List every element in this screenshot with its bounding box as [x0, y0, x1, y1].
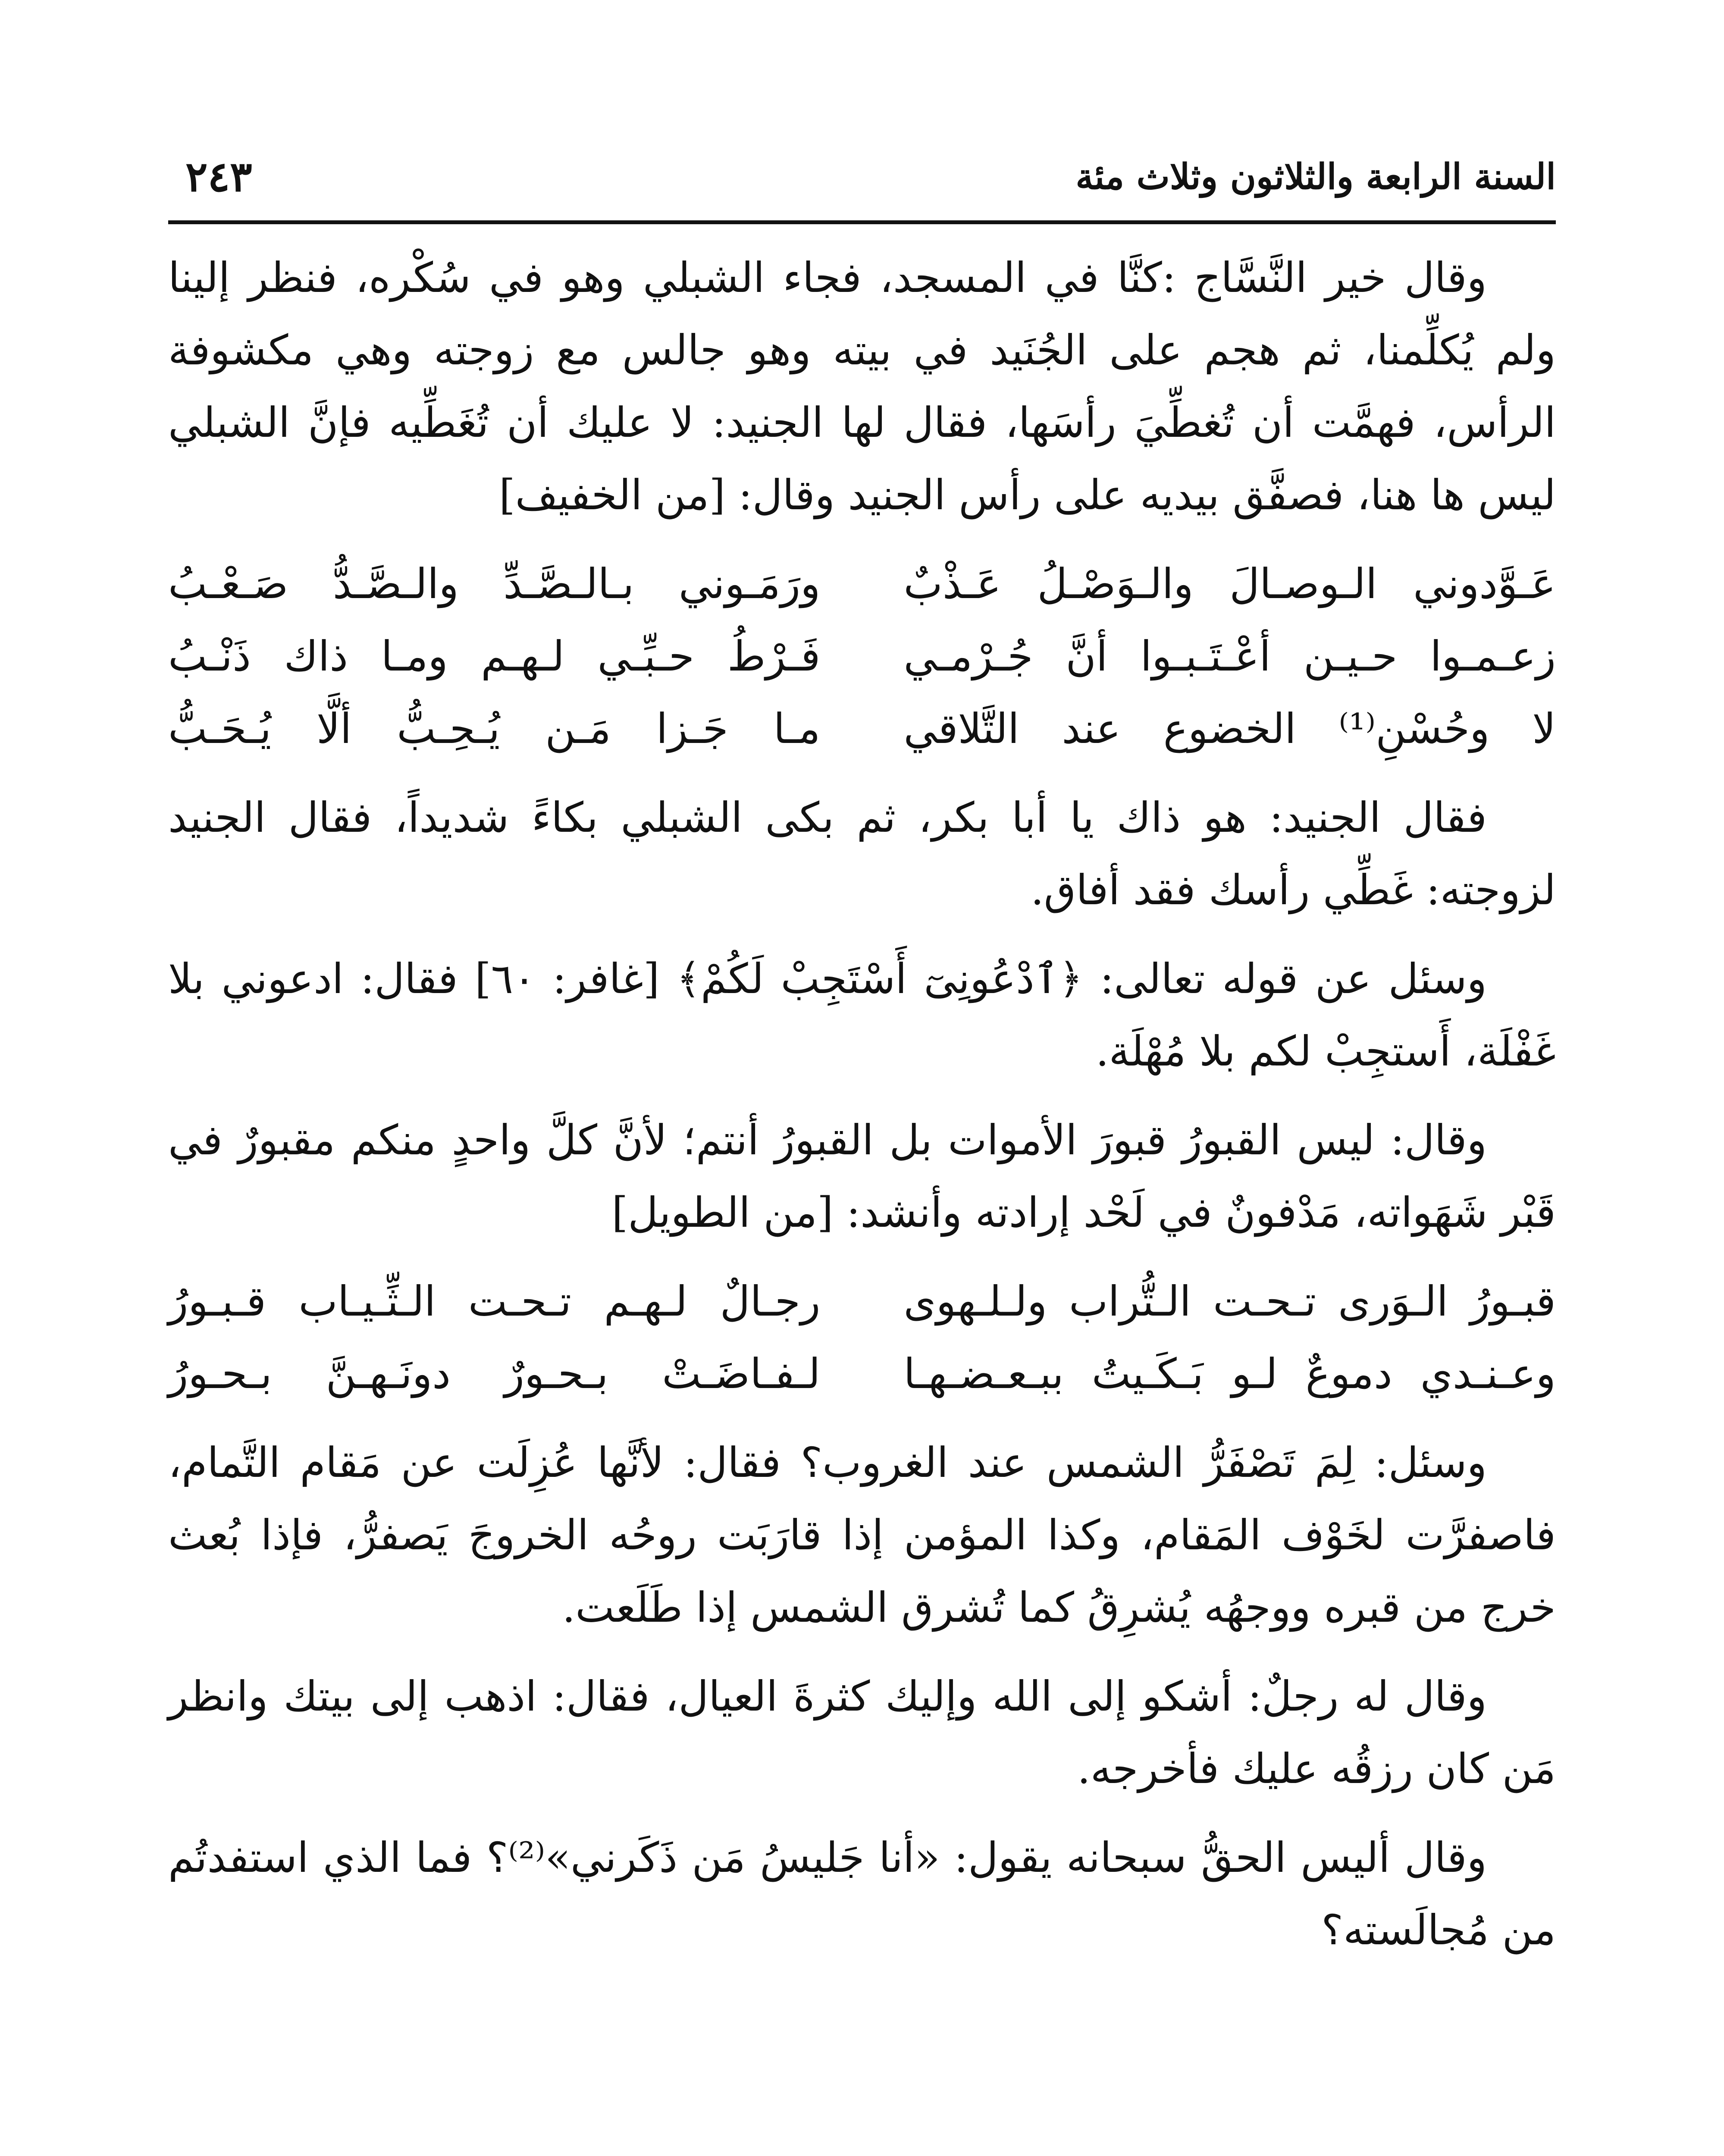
- verse-line: [168, 1338, 1556, 1410]
- verse-second-hemistich: مـا جَـزا مَـن يُـحِـبُّ ألَّا يُـحَـبُّ: [168, 705, 821, 753]
- verse-line: [168, 1265, 1556, 1338]
- page-number: ٢٤٣: [185, 152, 252, 201]
- verse-second-hemistich: فَـرْطُ حـبِّـي لـهـم ومـا ذاك ذَنْـبُ: [168, 632, 821, 680]
- verse-first-hemistich: عَـوَّدوني الـوصـالَ والـوَصْـلُ عَـذْبٌ: [903, 560, 1556, 608]
- verse-line: [168, 620, 1556, 693]
- verse-line: [168, 548, 1556, 620]
- paragraph-family-complaint: وقال له رجلٌ: أشكو إلى الله وإليك كثرةَ العيال، فقال: اذهب إلى بيتك وانظر مَن كان رزقُه عليك فأخرجه.: [168, 1672, 1556, 1793]
- header-rule: [168, 220, 1556, 224]
- paragraph-graves: وقال: ليس القبورُ قبورَ الأموات بل القبورُ أنتم؛ لأنَّ كلَّ واحدٍ منكم مقبورٌ في قَبْر شَهَواته، مَدْفونٌ في لَحْد إرادته وأنشد: [من الطويل]: [168, 1116, 1556, 1237]
- poem-tawil: [168, 1265, 1556, 1410]
- verse-first-hemistich: لا وحُسْنِ⁽¹⁾ الخضوع عند التَّلاقي: [903, 705, 1556, 753]
- running-title: السنة الرابعة والثلاثون وثلاث مئة: [1075, 156, 1556, 197]
- paragraph-khayr-nassaj: وقال خير النَّسَّاج :كنَّا في المسجد، فجاء الشبلي وهو في سُكْره، فنظر إلينا ولم يُكلِّمنا، ثم هجم على الجُنَيد في بيته وهو جالس مع زوجته وهي مكشوفة الرأس، فهمَّت أن تُغطِّيَ رأسَها، فقال لها الجنيد: لا عليك أن تُغَطِّيه فإنَّ الشبلي ليس ها هنا، فصفَّق بيديه على رأس الجنيد وقال: [من الخفيف]: [168, 254, 1556, 519]
- paragraph-sun-sunset: وسئل: لِمَ تَصْفَرُّ الشمس عند الغروب؟ فقال: لأنَّها عُزِلَت عن مَقام التَّمام، فاصفرَّت لخَوْف المَقام، وكذا المؤمن إذا قارَبَت روحُه الخروجَ يَصفرُّ، فإذا بُعث خرج من قبره ووجهُه يُشرِقُ كما تُشرق الشمس إذا طَلَعت.: [168, 1438, 1556, 1632]
- paragraph-companion: وقال أليس الحقُّ سبحانه يقول: «أنا جَليسُ مَن ذَكَرني»⁽²⁾؟ فما الذي استفدتُم من مُجالَسته؟: [168, 1833, 1556, 1954]
- verse-first-hemistich: زعـمـوا حـيـن أعْـتَـبـوا أنَّ جُـرْمـي: [903, 632, 1556, 680]
- verse-second-hemistich: ورَمَـوني بـالـصَّـدِّ والـصَّـدُّ صَـعْـبُ: [168, 560, 821, 608]
- verse-second-hemistich: لـفـاضَـتْ بـحـورٌ دونَـهـنَّ بـحـورُ: [168, 1350, 821, 1398]
- verse-first-hemistich: وعـنـدي دموعٌ لـو بَـكَـيتُ ببـعـضـهـا: [903, 1350, 1556, 1398]
- page-header: [168, 142, 1556, 224]
- paragraph-junayd-reply: فقال الجنيد: هو ذاك يا أبا بكر، ثم بكى الشبلي بكاءً شديداً، فقال الجنيد لزوجته: غَطِّي رأسك فقد أفاق.: [168, 793, 1556, 914]
- poem-khafif: [168, 548, 1556, 765]
- main-text: [168, 241, 1556, 1983]
- verse-line: [168, 693, 1556, 765]
- verse-first-hemistich: قبـورُ الـوَرى تـحـت الـتُّراب ولـلـهوى: [903, 1277, 1556, 1326]
- paragraph-quran-verse: وسئل عن قوله تعالى: ﴿ٱدْعُونِىٓ أَسْتَجِبْ لَكُمْ﴾ [غافر: ٦٠] فقال: ادعوني بلا غَفْلَة، أَستجِبْ لكم بلا مُهْلَة.: [168, 955, 1556, 1075]
- verse-second-hemistich: رجـالٌ لـهـم تـحـت الـثِّـيـاب قـبـورُ: [168, 1277, 821, 1326]
